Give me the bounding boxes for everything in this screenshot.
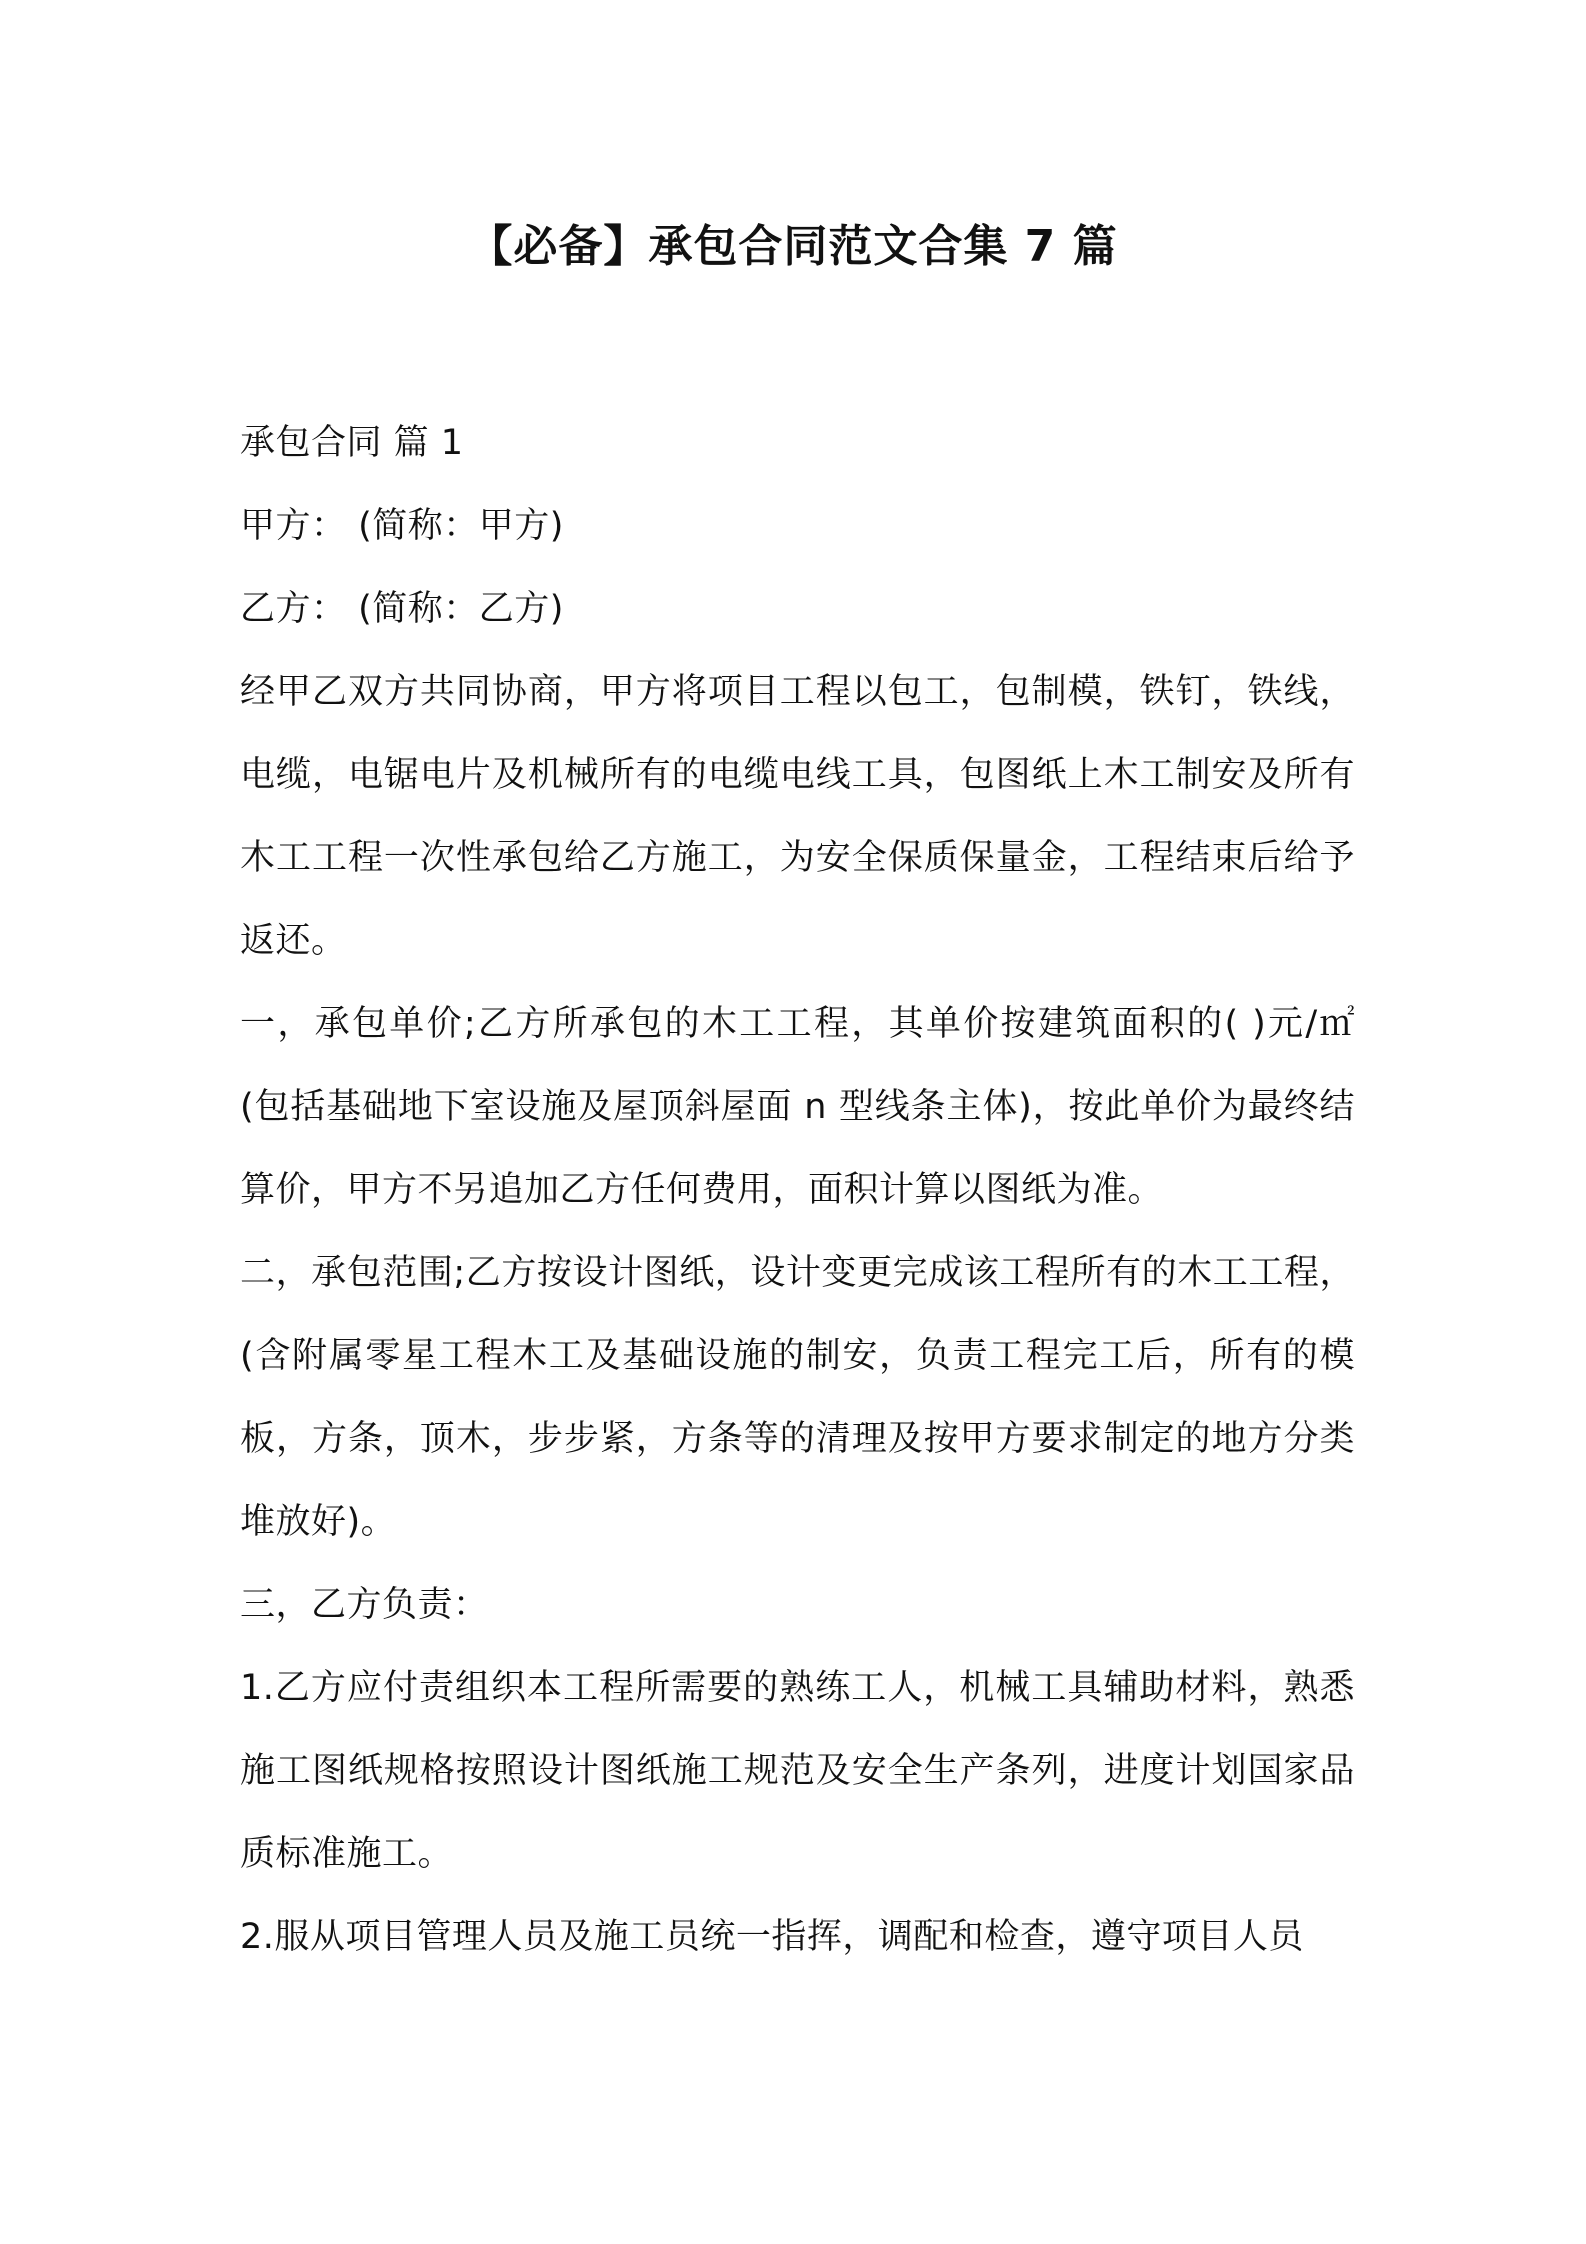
agreement-paragraph: 经甲乙双方共同协商，甲方将项目工程以包工，包制模，铁钉，铁线，电缆，电锯电片及机械所有的电缆电线工具，包图纸上木工制安及所有木工工程一次性承包给乙方施工，为安全保质保量金，工程结束后给予返还。 [240,672,1355,961]
clause-scope: 二，承包范围;乙方按设计图纸，设计变更完成该工程所有的木工工程，(含附属零星工程木工及基础设施的制安，负责工程完工后，所有的模板，方条，顶木，步步紧，方条等的清理及按甲方要求制定的地方分类堆放好)。 [240,1253,1355,1542]
clause-party-b-heading: 三，乙方负责： [240,1585,489,1625]
clause-item-2: 2.服从项目管理人员及施工员统一指挥，调配和检查，遵守项目人员 [240,1917,1304,1957]
party-a-line: 甲方： (简称：甲方) [240,506,564,546]
document-title: 【必备】承包合同范文合集 7 篇 [468,221,1118,272]
party-b-line: 乙方： (简称：乙方) [240,589,564,629]
section-heading: 承包合同 篇 1 [240,423,464,463]
document-body [240,402,1355,1979]
clause-unit-price: 一，承包单价;乙方所承包的木工工程，其单价按建筑面积的( )元/㎡ (包括基础地下室设施及屋顶斜屋面 n 型线条主体)，按此单价为最终结算价，甲方不另追加乙方任何费用，面积计算以图纸为准。 [240,1004,1355,1210]
clause-item-1: 1.乙方应付责组织本工程所需要的熟练工人，机械工具辅助材料，熟悉施工图纸规格按照设计图纸施工规范及安全生产条列，进度计划国家品质标准施工。 [240,1668,1355,1874]
